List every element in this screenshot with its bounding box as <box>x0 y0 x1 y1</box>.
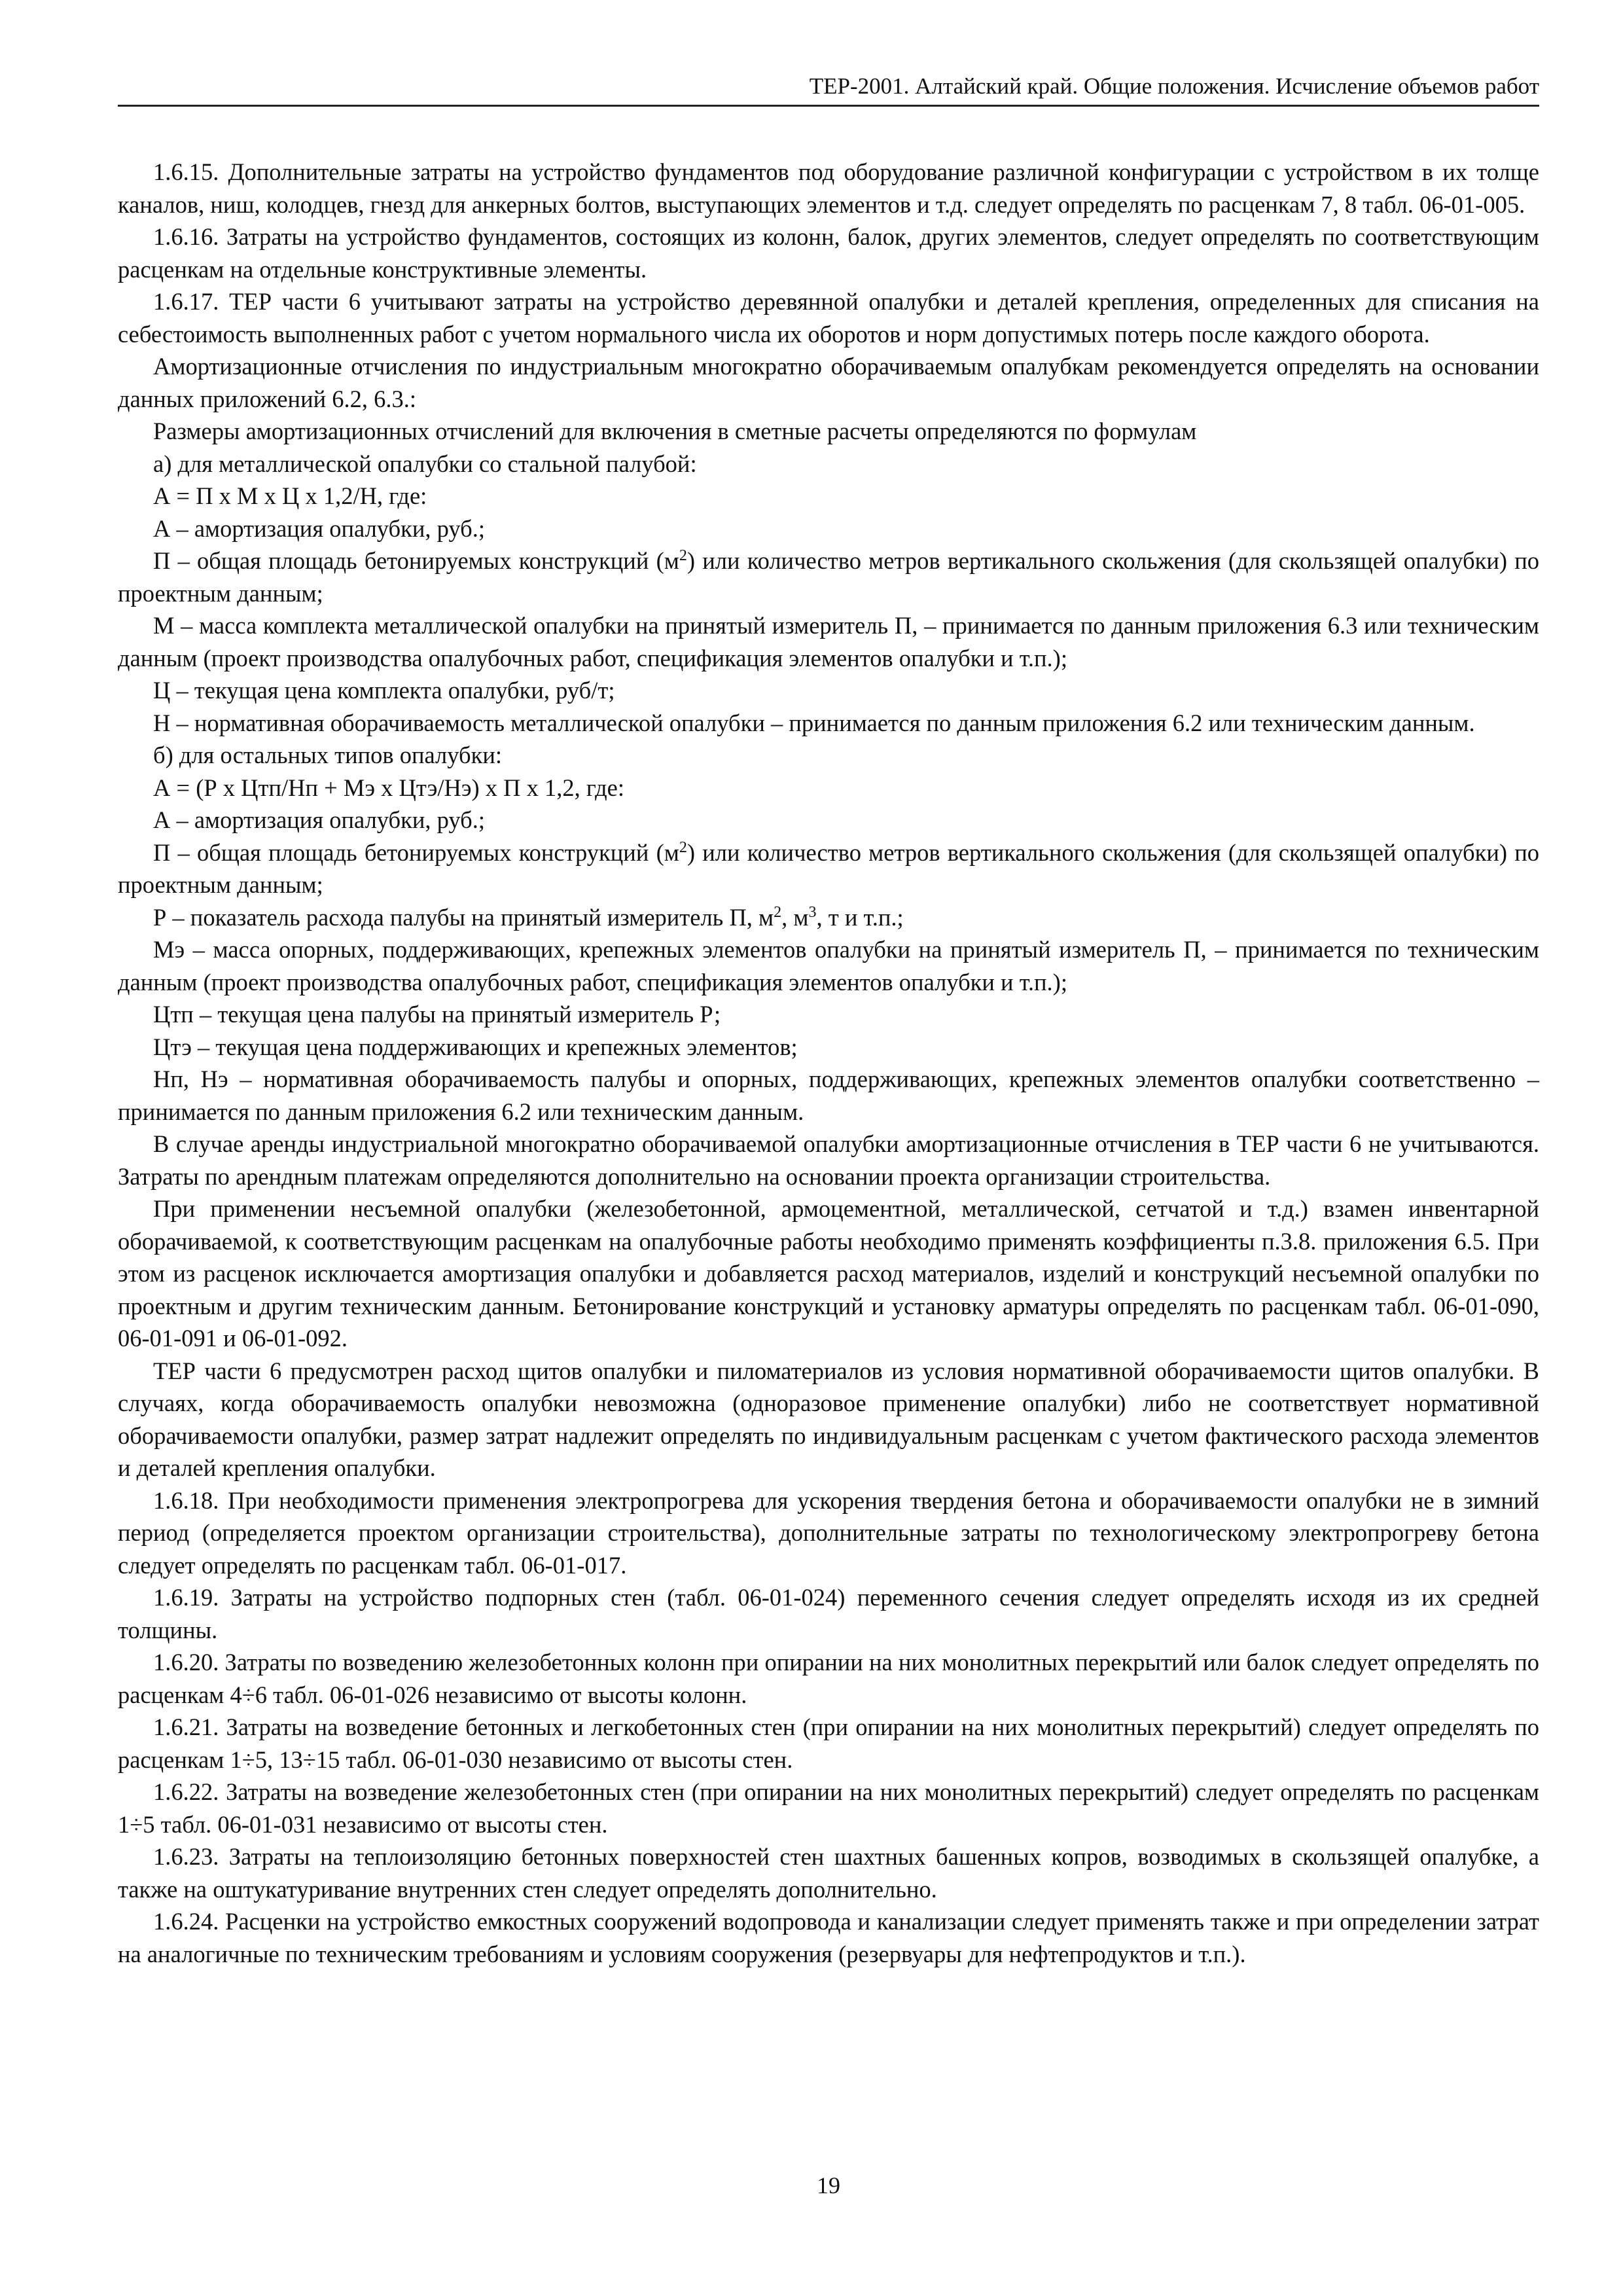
clause-1-6-15: 1.6.15. Дополнительные затраты на устройство фундаментов под оборудование различной конфигурации с устройством в их толще каналов, ниш, колодцев, гнезд для анкерных болтов, выступающих элементов и т.д. следует определять по расценкам 7, 8 табл. 06-01-005. <box>118 158 1539 218</box>
definition-b-area: П – общая площадь бетонируемых конструкций $(м^2)$ или количество метров вертикального скольжения (для скользящей опалубки) по проектным данным; <box>118 838 1539 898</box>
formula-b: А = (Р х Цтп/Нп + Мэ х Цтэ/Нэ) х П х 1,2, где: <box>153 774 624 801</box>
document-body <box>118 156 1539 1970</box>
permanent-formwork-note: При применении несъемной опалубки (железобетонной, армоцементной, металлической, сетчатой и т.д.) взамен инвентарной оборачиваемой, к соответствующим расценкам на опалубочные работы необходимо применять коэффициенты п.3.8. приложения 6.5. При этом из расценок исключается амортизация опалубки и добавляется расход материалов, изделий и конструкций несъемной опалубки по проектным и другим техническим данным. Бетонирование конструкций и установку арматуры определять по расценкам табл. 06-01-090, 06-01-091 и 06-01-092. <box>118 1195 1539 1352</box>
rental-formwork-note: В случае аренды индустриальной многократно оборачиваемой опалубки амортизационные отчисления в ТЕР части 6 не учитываются. Затраты по арендным платежам определяются дополнительно на основании проекта организации строительства. <box>118 1130 1539 1190</box>
other-formwork-heading: б) для остальных типов опалубки: <box>153 742 503 768</box>
definition-a-turnover: Н – нормативная оборачиваемость металлической опалубки – принимается по данным приложения 6.2 или техническим данным. <box>153 709 1475 736</box>
clause-1-6-17: 1.6.17. ТЕР части 6 учитывают затраты на устройство деревянной опалубки и деталей крепления, определенных для списания на себестоимость выполненных работ с учетом нормального числа их оборотов и норм допустимых потерь после каждого оборота. <box>118 288 1539 348</box>
definition-a-amortization: А – амортизация опалубки, руб.; <box>153 514 486 542</box>
clause-1-6-22: 1.6.22. Затраты на возведение железобетонных стен (при опирании на них монолитных перекрытий) следует определять по расценкам 1÷5 табл. 06-01-031 независимо от высоты стен. <box>118 1778 1539 1838</box>
clause-1-6-19: 1.6.19. Затраты на устройство подпорных стен (табл. 06-01-024) переменного сечения следует определять исходя из их средней толщины. <box>118 1584 1539 1643</box>
clause-1-6-18: 1.6.18. При необходимости применения электропрогрева для ускорения твердения бетона и оборачиваемости опалубки не в зимний период (определяется проектом организации строительства), дополнительные затраты по технологическому электропрогреву бетона следует определять по расценкам табл. 06-01-017. <box>118 1486 1539 1579</box>
definition-b-deck-rate: Р – показатель расхода палубы на принятый измеритель П, $м^2$, $м^3$, т и т.п.; <box>153 903 904 931</box>
definition-b-element-price: Цтэ – текущая цена поддерживающих и крепежных элементов; <box>153 1033 798 1060</box>
clause-1-6-23: 1.6.23. Затраты на теплоизоляцию бетонных поверхностей стен шахтных башенных копров, возводимых в скользящей опалубке, а также на оштукатуривание внутренних стен следует определять дополнительно. <box>118 1843 1539 1903</box>
superscript: 2 <box>679 838 687 856</box>
definition-a-price: Ц – текущая цена комплекта опалубки, руб/т; <box>153 677 615 704</box>
clause-1-6-24: 1.6.24. Расценки на устройство емкостных сооружений водопровода и канализации следует применять также и при определении затрат на аналогичные по техническим требованиям и условиям сооружения (резервуары для нефтепродуктов и т.п.). <box>118 1908 1539 1967</box>
definition-b-element-mass: Мэ – масса опорных, поддерживающих, крепежных элементов опалубки на принятый измеритель П, – принимается по техническим данным (проект производства опалубочных работ, спецификация элементов опалубки и т.п.); <box>118 936 1539 996</box>
clause-1-6-20: 1.6.20. Затраты по возведению железобетонных колонн при опирании на них монолитных перекрытий или балок следует определять по расценкам 4÷6 табл. 06-01-026 независимо от высоты колонн. <box>118 1649 1539 1708</box>
amortization-intro: Амортизационные отчисления по индустриальным многократно оборачиваемым опалубкам рекомендуется определять на основании данных приложений 6.2, 6.3.: <box>118 353 1539 412</box>
formula-a: А = П х М х Ц х 1,2/Н, где: <box>153 482 427 509</box>
formwork-shields-note: ТЕР части 6 предусмотрен расход щитов опалубки и пиломатериалов из условия нормативной оборачиваемости щитов опалубки. В случаях, когда оборачиваемость опалубки невозможна (одноразовое применение опалубки) либо не соответствует нормативной оборачиваемости опалубки, размер затрат надлежит определять по индивидуальным расценкам с учетом фактического расхода элементов и деталей крепления опалубки. <box>118 1357 1539 1481</box>
superscript: 2 <box>679 547 687 564</box>
superscript: 3 <box>808 903 817 921</box>
running-header: ТЕР-2001. Алтайский край. Общие положения. Исчисление объемов работ <box>809 73 1539 99</box>
superscript: 2 <box>774 903 782 921</box>
clause-1-6-21: 1.6.21. Затраты на возведение бетонных и легкобетонных стен (при опирании на них монолитных перекрытий) следует определять по расценкам 1÷5, 13÷15 табл. 06-01-030 независимо от высоты стен. <box>118 1713 1539 1773</box>
definition-b-deck-price: Цтп – текущая цена палубы на принятый измеритель Р; <box>153 1001 721 1028</box>
definition-b-amortization: А – амортизация опалубки, руб.; <box>153 806 486 833</box>
clause-1-6-16: 1.6.16. Затраты на устройство фундаментов, состоящих из колонн, балок, других элементов, следует определять по соответствующим расценкам на отдельные конструктивные элементы. <box>118 223 1539 283</box>
definition-b-turnover: Нп, Нэ – нормативная оборачиваемость палубы и опорных, поддерживающих, крепежных элементов опалубки соответственно – принимается по данным приложения 6.2 или техническим данным. <box>118 1066 1539 1125</box>
formulas-intro: Размеры амортизационных отчислений для включения в сметные расчеты определяются по формулам <box>153 418 1197 444</box>
page-number: 19 <box>817 2172 840 2198</box>
header-rule <box>118 105 1539 107</box>
definition-a-area: П – общая площадь бетонируемых конструкций $(м^2)$ или количество метров вертикального скольжения (для скользящей опалубки) по проектным данным; <box>118 547 1539 607</box>
metal-formwork-heading: а) для металлической опалубки со стальной палубой: <box>153 450 697 477</box>
definition-a-mass: М – масса комплекта металлической опалубки на принятый измеритель П, – принимается по данным приложения 6.3 или техническим данным (проект производства опалубочных работ, спецификация элементов опалубки и т.п.); <box>118 612 1539 672</box>
